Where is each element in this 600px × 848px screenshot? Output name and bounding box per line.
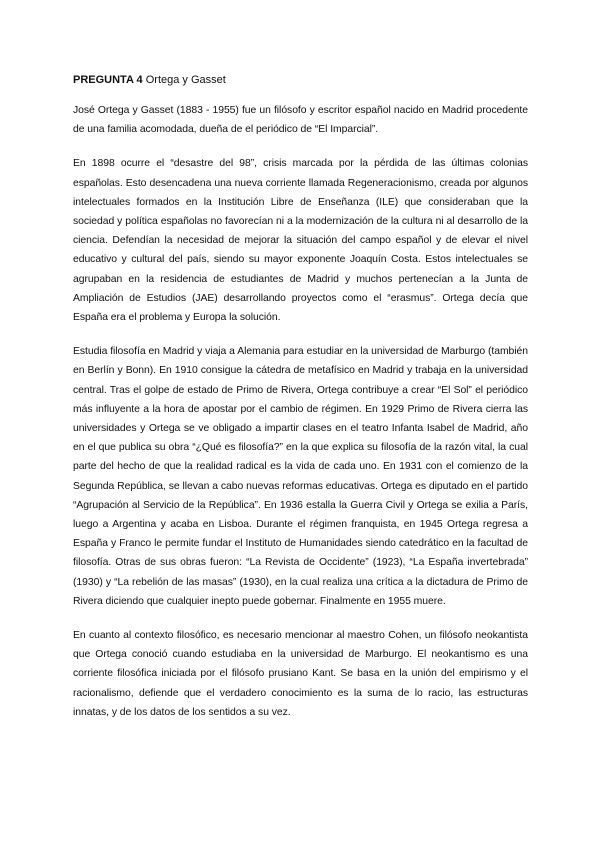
document-page	[73, 72, 528, 737]
paragraph-philosophical-context: En cuanto al contexto filosófico, es necesario mencionar al maestro Cohen, un filósofo neokantista que Ortega conoció cuando estudiaba en la universidad de Marburgo. El neokantismo es una corriente filosófica iniciada por el filósofo prusiano Kant. Se basa en la unión del empirismo y el racionalismo, defiende que el verdadero conocimiento es la suma de lo racio, las estructuras innatas, y de los datos de los sentidos a su vez.	[73, 630, 528, 718]
question-heading	[73, 72, 528, 89]
question-title: Ortega y Gasset	[142, 74, 226, 86]
paragraph-intro: José Ortega y Gasset (1883 - 1955) fue un filósofo y escritor español nacido en Madrid procedente de una familia acomodada, dueña de el periódico de “El Imparcial”.	[73, 105, 528, 136]
paragraph-biography: Estudia filosofía en Madrid y viaja a Alemania para estudiar en la universidad de Marburgo (también en Berlín y Bonn). En 1910 consigue la cátedra de metafísico en Madrid y trabaja en la universidad central. Tras el golpe de estado de Primo de Rivera, Ortega contribuye a crear “El Sol” el periódico más influyente a la hora de apostar por el cambio de régimen. En 1929 Primo de Rivera cierra las universidades y Ortega se ve obligado a impartir clases en el teatro Infanta Isabel de Madrid, año en el que publica su obra “¿Qué es filosofía?” en la que explica su filosofía de la razón vital, la cual parte del hecho de que la realidad radical es la vida de cada uno. En 1931 con el comienzo de la Segunda República, se llevan a cabo nuevas reformas educativas. Ortega es diputado en el partido “Agrupación al Servicio de la República”. En 1936 estalla la Guerra Civil y Ortega se exilia a París, luego a Argentina y acaba en Lisboa. Durante el régimen franquista, en 1945 Ortega regresa a España y Franco le permite fundar el Instituto de Humanidades siendo catedrático en la facultad de filosofía. Otras de sus obras fueron: “La Revista de Occidente” (1923), “La España invertebrada” (1930) y “La rebelión de las masas” (1930), en la cual realiza una crítica a la dictadura de Primo de Rivera diciendo que cualquier inepto puede gobernar. Finalmente en 1955 muere.	[73, 346, 528, 607]
question-number: PREGUNTA 4	[73, 74, 143, 86]
paragraph-historical-context: En 1898 ocurre el “desastre del 98”, crisis marcada por la pérdida de las últimas colonias españolas. Esto desencadena una nueva corriente llamada Regeneracionismo, creada por algunos intelectuales formados en la Institución Libre de Enseñanza (ILE) que consideraban que la sociedad y política españolas no favorecían ni a la modernización de la cultura ni al desarrollo de la ciencia. Defendían la necesidad de mejorar la situación del campo español y de elevar el nivel educativo y cultural del país, siendo su mayor exponente Joaquín Costa. Estos intelectuales se agrupaban en la residencia de estudiantes de Madrid y muchos pertenecían a la Junta de Ampliación de Estudios (JAE) desarrollando proyectos como el “erasmus”. Ortega decía que España era el problema y Europa la solución.	[73, 158, 528, 324]
